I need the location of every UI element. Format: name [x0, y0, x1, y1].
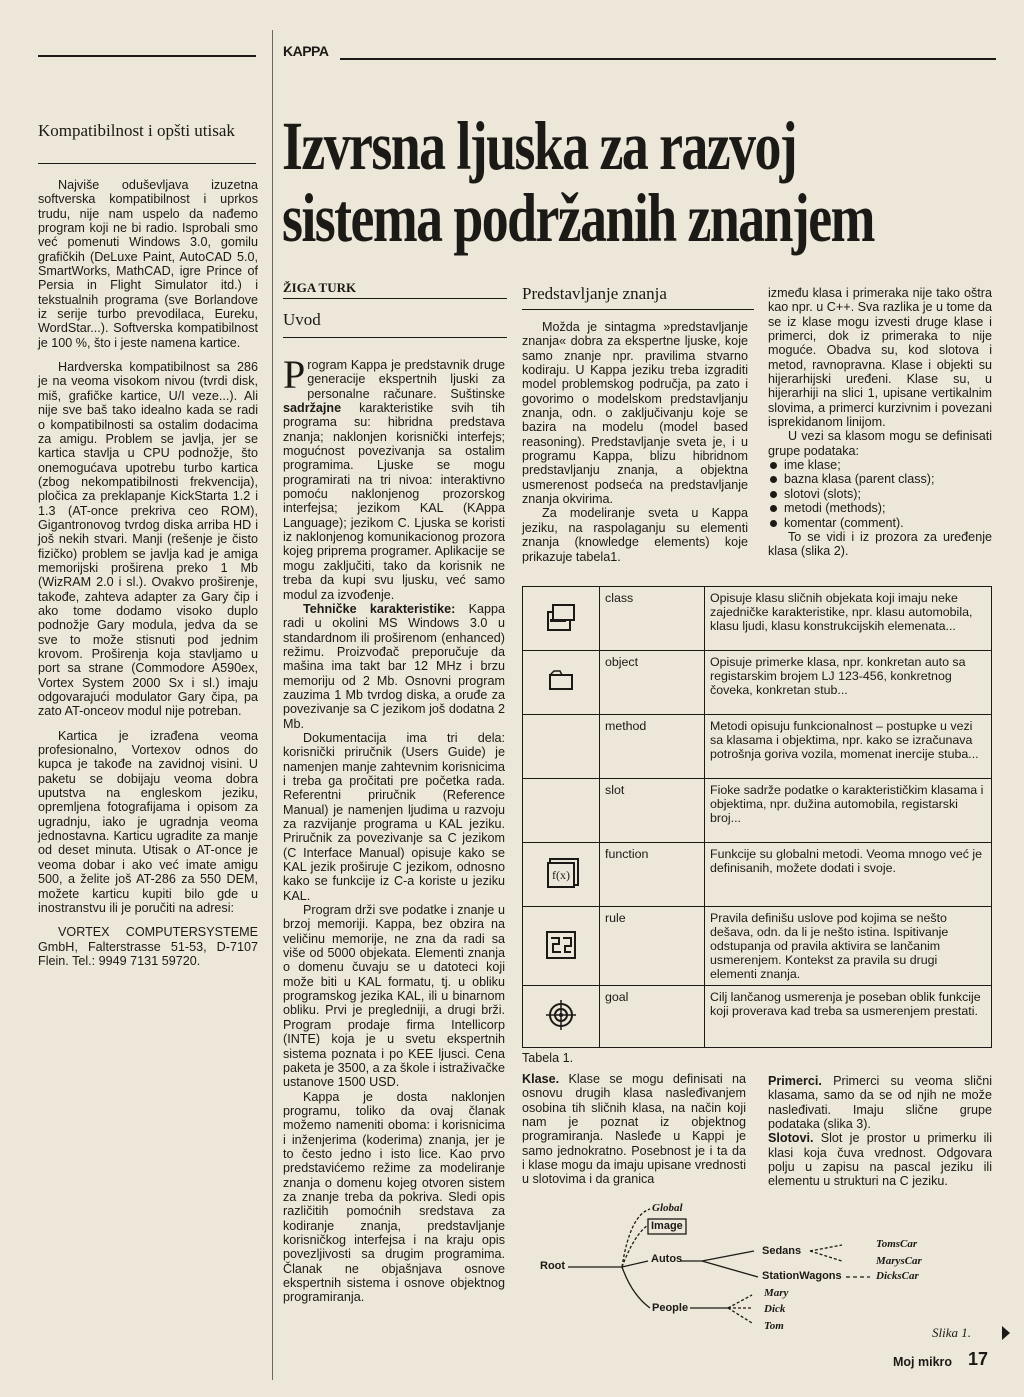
- table-caption: Tabela 1.: [522, 1051, 574, 1065]
- sidebar-heading: Kompatibilnost i opšti utisak: [38, 121, 235, 140]
- knowledge-heading: Predstavljanje znanja: [522, 284, 667, 303]
- top-rule-left: [38, 55, 256, 57]
- author-rule: [283, 298, 507, 299]
- diagram-sedans: Sedans: [762, 1245, 802, 1257]
- bullet-item: slotovi (slots);: [768, 487, 992, 501]
- column-divider: [272, 30, 273, 1380]
- goal-icon: [545, 999, 577, 1031]
- element-name: rule: [600, 907, 705, 986]
- element-desc: Fioke sadrže podatke o karakterističkim klasama i objektima, npr. dužina automobila, registarski broj...: [705, 779, 992, 843]
- diagram-autos: Autos: [651, 1253, 683, 1265]
- element-name: goal: [600, 986, 705, 1048]
- element-desc: Metodi opisuju funkcionalnost – postupke u vezi sa klasama i objektima, npr. kako se izračunava potrošnja goriva vozila, momenat inercije stuba...: [705, 715, 992, 779]
- classes-text: [768, 286, 992, 559]
- object-icon: [546, 669, 576, 693]
- table-row: [523, 986, 992, 1048]
- bullet-item: bazna klasa (parent class);: [768, 472, 992, 486]
- diagram-dick: Dick: [764, 1303, 786, 1315]
- figure-caption: Slika 1.: [932, 1325, 971, 1340]
- primerci-paragraph: Primerci. Primerci su veoma slični klasama, samo da se od njih ne može nasleđivati. Imaju slične grupe podataka (slika 3).: [768, 1074, 992, 1132]
- table-row: [523, 843, 992, 907]
- icon-cell: [523, 715, 600, 779]
- knowledge-elements-table: [522, 586, 992, 1048]
- primerci-text: [768, 1074, 992, 1189]
- diagram-global: Global: [652, 1202, 683, 1214]
- diagram-stationwagons: StationWagons: [762, 1270, 842, 1282]
- rule-icon: [545, 930, 577, 960]
- diagram-people: People: [652, 1302, 689, 1314]
- bullet-item: metodi (methods);: [768, 501, 992, 515]
- element-desc: Opisuje primerke klasa, npr. konkretan auto sa registarskim brojem LJ 123-456, konkretnog čoveka, konkretan stub...: [705, 651, 992, 715]
- knowledge-paragraph: Za modeliranje sveta u Kappa jeziku, na raspolaganju su elementi znanja (knowledge elements) koje prikazuje tabela1.: [522, 506, 748, 564]
- classes-paragraph: To se vidi i iz prozora za uređenje klasa (slika 2).: [768, 529, 992, 559]
- function-icon: f(x): [547, 862, 575, 888]
- page-number: 17: [968, 1349, 989, 1369]
- knowledge-heading-rule: [522, 309, 754, 310]
- diagram-tom: Tom: [764, 1320, 784, 1332]
- sidebar-text: [38, 178, 258, 968]
- author-name: ŽIGA TURK: [283, 280, 357, 295]
- memory-paragraph: Program drži sve podatke i znanje u brzoj memoriji. Kappa, bez obzira na veličinu memorije, ne zna da radi sa više od 5000 objekata. Elementi znanja o domenu čuvaju se u datoteci koji može biti u KAL formatu, tj. u obliku programskog jezika KAL, ili u binarnom obliku. Prvi je pregledniji, a drugi brži. Program prodaje firma Intellicorp (INTE) koja je u svetu ekspertnih sistema poznata i po KEE ljusci. Cena paketa je 3500, a za škole i istraživačke ustanove 1500 USD.: [283, 903, 505, 1090]
- diagram-image: Image: [651, 1220, 683, 1232]
- top-rule-right: [340, 58, 996, 60]
- table-row: [523, 779, 992, 843]
- element-desc: Cilj lančanog usmerenja je poseban oblik funkcije koji proverava kad treba sa usmerenjem prestati.: [705, 986, 992, 1048]
- table-row: [523, 715, 992, 779]
- docs-paragraph: Dokumentacija ima tri dela: korisnički priručnik (Users Guide) je namenjen manje zahtevnim korisnicima i treba ga pročitati pre početka rada. Referentni priručnik (Reference Manual) je namenjen ljudima u razvoju za razvijanje programa u KAL jeziku. Priručnik za povezivanje sa C jezikom (C Interface Manual) opisuje kako se KAL jezik proširuje C jezikom, odnosno kako se funkcije iz C-a koriste u jeziku KAL.: [283, 730, 505, 903]
- bullet-item: komentar (comment).: [768, 516, 992, 530]
- article-title-line2: sistema podržanih znanjem: [282, 180, 874, 256]
- intro-text: [283, 352, 505, 1305]
- bullet-item: ime klase;: [768, 458, 992, 472]
- icon-cell: [523, 907, 600, 986]
- diagram-root: Root: [540, 1260, 566, 1272]
- sidebar-heading-rule: [38, 163, 256, 164]
- article-title-line1: Izvrsna ljuska za razvoj: [282, 108, 797, 184]
- icon-cell: [523, 843, 600, 907]
- tech-paragraph: Tehničke karakteristike: Kappa radi u okolini MS Windows 3.0 u standardnom ili proširenom (enhanced) režimu. Proizvođač preporučuje da mašina ima takt bar 12 MHz i brzu memoriju od 2 Mb. Osnovni program zauzima 1 Mb tvrdog diska, a oruđe za povezivanje sa C jezikom još dodatna 2 Mb.: [283, 601, 505, 731]
- element-desc: Opisuje klasu sličnih objekata koji imaju neke zajedničke karakteristike, npr. klasu automobila, klasu ljudi, klasu konstrukcijskih elemenata...: [705, 587, 992, 651]
- element-name: class: [600, 587, 705, 651]
- continue-arrow-icon: [1000, 1326, 1012, 1340]
- knowledge-text: [522, 320, 748, 564]
- klase-text: [522, 1072, 746, 1187]
- icon-cell: [523, 587, 600, 651]
- knowledge-paragraph: Možda je sintagma »predstavljanje znanja« dobra za ekspertne ljuske, koje samo znanje npr. pravilima stvarno kodiraju. U Kappa jeziku treba izgraditi model problemskog područja, pa zato i govorimo o modelskom predstavljanju znanja, odn. o zaključivanju koje se bazira na modelu (model based reasoning). Predstavljanje sveta je, i u programu Kappa, blizu hibridnom predstavljanju znanja, a objektna usmerenost podseća na predstavljanje znanja okvirima.: [522, 320, 748, 507]
- section-label: KAPPA: [283, 43, 329, 59]
- class-icon: [544, 600, 578, 634]
- sidebar-paragraph: Hardverska kompatibilnost sa 286 je na veoma visokom nivou (tvrdi disk, miš, grafičke kartice, U/I veze...). Ali nije sve baš tako idealno kada se radi o kompatibilnosti sa ostalim dodacima za amigu. Problem se javlja, jer se kartica stavlja u CPU podnožje, što onemogućava upotrebu turbo kartica (zbog nekompatibilnosti frekvencija), pločica za preklapanje KickStarta 1.2 i 1.3 (AT-once prekriva ceo ROM), Gigantronovog tvrdog diska arriba HD i još nekih stvari. Manji (rešenje je čisto fizičko) problem se javlja kad je amiga memorijski proširena preko 1 Mb (WizRAM 2.0 i sl.). Ovakvo proširenje, takođe, zahteva adapter za Gary čip i ako tome dodamo visoko duplo podnožje Gary modula, jedva da se sve to može stisnuti pod jednim krovom. Proširenja koja stavljamo u port sa strane (Commodore A590ex, Vortex System 2000 Sx i sl.) imaju odgovarajući modulator Gary čipa, pa zato AT-onceov modul nije potreban.: [38, 360, 258, 719]
- icon-cell: [523, 651, 600, 715]
- element-desc: Pravila definišu uslove pod kojima se nešto dešava, odn. da li je nešto istina. Ispitivanje odstupanja od pravila aktivira se lančanim usmerenjem. Kontekst za pravila su drugi elementi znanja.: [705, 907, 992, 986]
- table-row: [523, 587, 992, 651]
- magazine-name: Moj mikro: [893, 1355, 953, 1369]
- intro-heading: Uvod: [283, 310, 321, 329]
- table-row: [523, 651, 992, 715]
- element-name: method: [600, 715, 705, 779]
- sidebar-address: VORTEX COMPUTERSYSTEME GmbH, Falterstrasse 51-53, D-7107 Flein. Tel.: 9949 7131 59720.: [38, 925, 258, 968]
- diagram-mary: Mary: [764, 1287, 789, 1299]
- element-name: object: [600, 651, 705, 715]
- icon-cell: [523, 986, 600, 1048]
- slotovi-paragraph: Slotovi. Slot je prostor u primerku ili klasi koja čuva vrednost. Odgovara polju u zapisu na pascal jeziku ili elementu u strukturi na C jeziku.: [768, 1131, 992, 1189]
- sidebar-paragraph: Najviše oduševljava izuzetna softverska kompatibilnost i uprkos trudu, nije nam uspelo da nađemo program koji ne bi radio. Isprobali smo već pomenuti Windows 3.0, gomilu grafičkih (DeLuxe Paint, AutoCAD 5.0, SmartWorks, MathCAD, igre Prince of Persia in Flight Simulator itd.) i tekstualnih programa (sve Borlandove iz serije turbo prevodilaca, Eureku, WordStar...). Softverska kompatibilnost je 100 %, što i jeste namena kartice.: [38, 178, 258, 350]
- element-name: slot: [600, 779, 705, 843]
- element-name: function: [600, 843, 705, 907]
- element-desc: Funkcije su globalni metodi. Veoma mnogo već je definisanih, možete dodati i svoje.: [705, 843, 992, 907]
- intro-paragraph: Program Kappa je predstavnik druge generacije ekspertnih ljuski za personalne računare. Suštinske sadržajne karakteristike svih tih programa su: hibridna predstava znanja; naklonjen korisnički interfejs; mogućnost povezivanja sa ostalim programima. Ljuske se mogu programirati na tri nivoa: interaktivno pomoću naklonjenog prozorskog interfejsa; jezikom KAL (KAppa Language); jezikom C. Ljuska se koristi iz naklonjenog komunikacionog prozora kojeg pripremа programer. Aplikacije se mogu zaključiti, tako da korisnik ne treba da kupi svu ljusku, već samo modul za izvođenje.: [283, 352, 505, 602]
- intro-heading-rule: [283, 337, 507, 338]
- classes-paragraph: između klasa i primeraka nije tako oštra kao npr. u C++. Sva razlika je u tome da se iz klase mogu izvesti druge klase i primerci, dok iz primeraka to nije moguće. Obadva su, kod slotova i metod, ravnopravna. Klase i objekti su hijerarhijski uređeni. Klase su, u hijerarhiji na slici 1, upisane vertikalnim slovima, a primerci kurzivnim i povezani isprekidanom linijom.: [768, 286, 993, 430]
- sidebar-paragraph: Kartica je izrađena veoma profesionalno, Vortexov odnos do kupca je takođe na zavidnoj visini. U paketu se dobijaju veoma dobra uputstva na engleskom jeziku, opremljena fotografijama i opisom za ugradnju, iako je ugradnja veoma jednostavna. Karticu ugradite za manje od deset minuta. Utisak o AT-once je veoma dobar i ako već imate amigu 500, a želite još AT-286 za 550 DEM, možete karticu kupiti bilo gde u inostranstvu ili je poručiti na adresi:: [38, 728, 258, 915]
- diagram-maryscar: MarysCar: [876, 1255, 922, 1267]
- klase-paragraph: Klase. Klase se mogu definisati na osnovu drugih klasa nasleđivanjem osobina tih sličnih klasa, na način koji nam je poznat iz objektnog programiranja. Nasleđe u Kappi je samo jednokratno. Posebnost je i ta da i klase mogu da imaju upisane vrednosti u slotovima i da granica: [522, 1072, 747, 1187]
- icon-cell: [523, 779, 600, 843]
- diagram-tomscar: TomsCar: [876, 1238, 918, 1250]
- table-row: [523, 907, 992, 986]
- classes-paragraph: U vezi sa klasom mogu se definisati grupe podataka:: [768, 429, 992, 458]
- audience-paragraph: Kappa je dosta naklonjen programu, toliko da ovaj članak možemo nameniti oboma: i korisnicima i inženjerima (koderima) znanja, jer je to često jedno i isto lice. Kao prvo predstavićemo režime za modeliranje znanja o domenu kojeg otvoren sistem za znanje treba da pokriva. Sledi opis različitih pomoćnih sredstava za kodiranje znanja, predstavljanje korisničkog interfejsa i na kraju opis povezljivosti sa drugim programima. Članak ne objašnjava osnove ekspertnih sistema i osnove objektnog programiranja.: [283, 1089, 505, 1305]
- diagram-dickscar: DicksCar: [876, 1270, 919, 1282]
